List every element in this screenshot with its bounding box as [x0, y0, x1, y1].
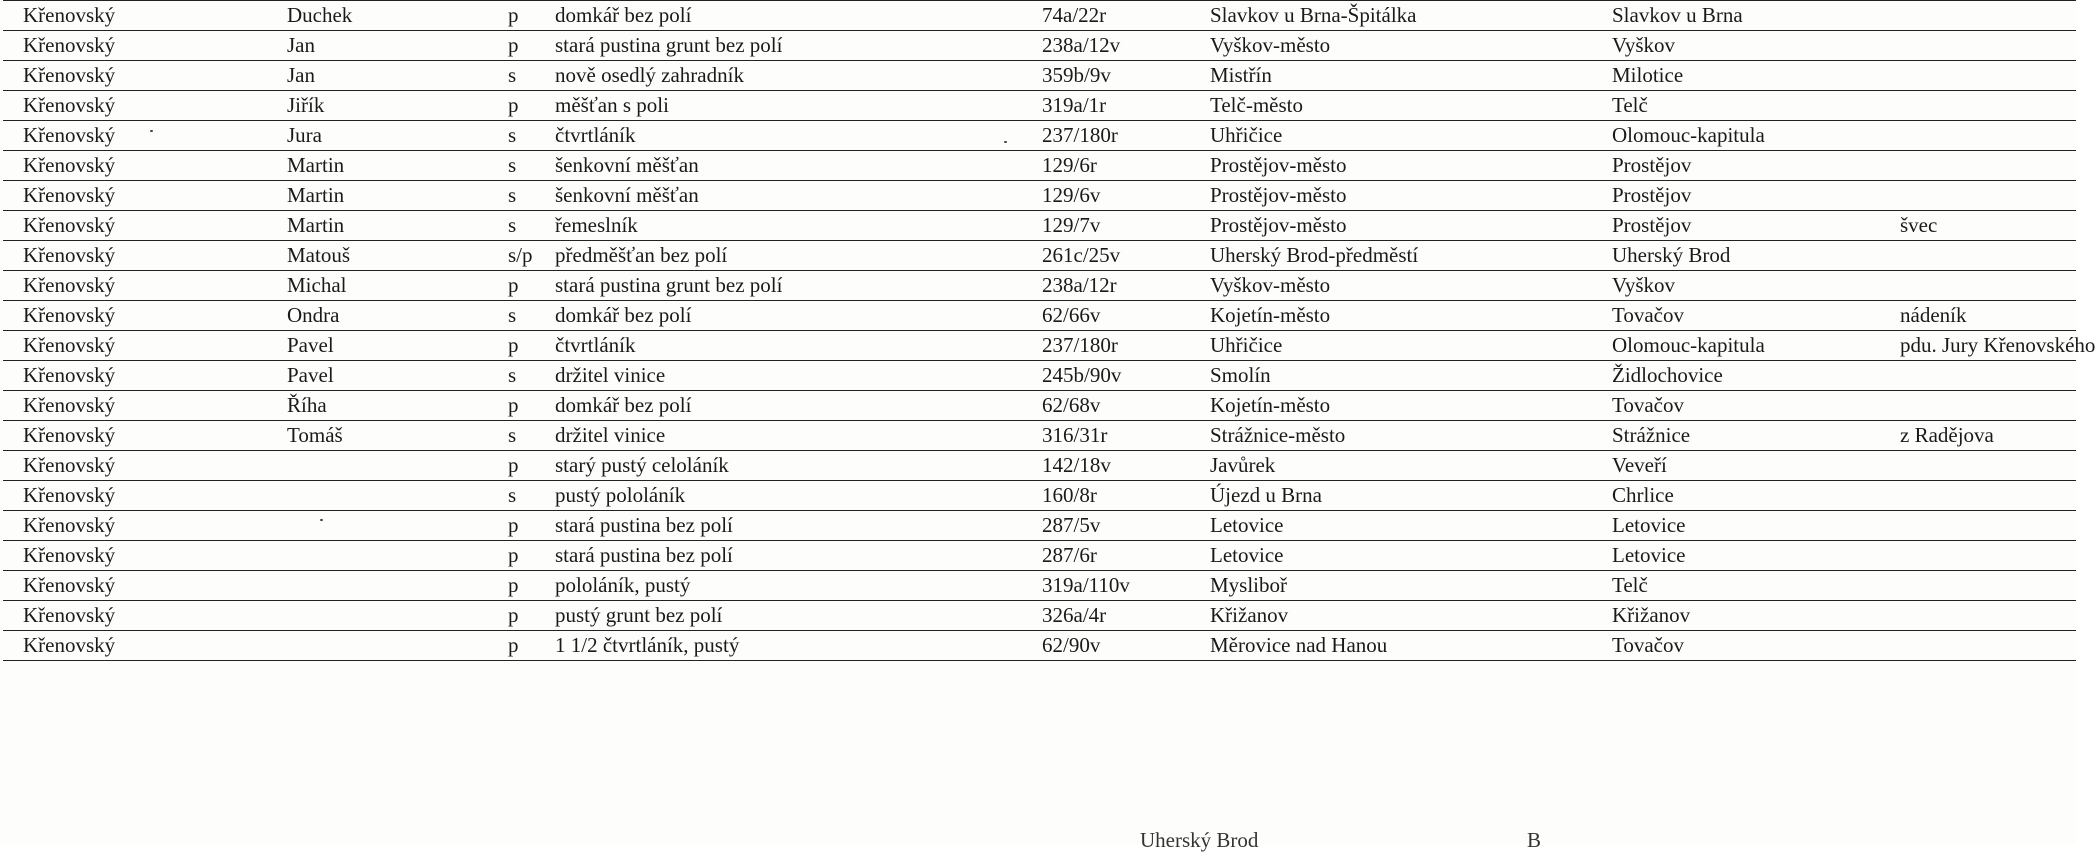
- given-name-cell: Jan: [267, 31, 500, 61]
- type-cell: s: [500, 361, 535, 391]
- description-cell: domkář bez polí: [535, 1, 1022, 31]
- reference-cell: 129/6r: [1022, 151, 1190, 181]
- description-cell: držitel vinice: [535, 421, 1022, 451]
- place-cell: Mysliboř: [1190, 571, 1592, 601]
- note-cell: [1880, 601, 2076, 631]
- reference-cell: 319a/110v: [1022, 571, 1190, 601]
- reference-cell: 316/31r: [1022, 421, 1190, 451]
- type-cell: p: [500, 451, 535, 481]
- description-cell: pustý pololáník: [535, 481, 1022, 511]
- estate-cell: Olomouc-kapitula: [1592, 331, 1880, 361]
- given-name-cell: [267, 631, 500, 661]
- estate-cell: Židlochovice: [1592, 361, 1880, 391]
- place-cell: Prostějov-město: [1190, 151, 1592, 181]
- table-row: [3, 301, 2076, 331]
- place-cell: Újezd u Brna: [1190, 481, 1592, 511]
- type-cell: s: [500, 211, 535, 241]
- note-cell: [1880, 151, 2076, 181]
- given-name-cell: [267, 541, 500, 571]
- surname-cell: Křenovský: [3, 511, 267, 541]
- surname-cell: Křenovský: [3, 391, 267, 421]
- description-cell: šenkovní měšťan: [535, 181, 1022, 211]
- cut-off-place: Uherský Brod: [1140, 828, 1259, 852]
- surname-cell: Křenovský: [3, 421, 267, 451]
- place-cell: Telč-město: [1190, 91, 1592, 121]
- scan-speck: [150, 130, 153, 132]
- surname-cell: Křenovský: [3, 91, 267, 121]
- description-cell: měšťan s poli: [535, 91, 1022, 121]
- surname-cell: Křenovský: [3, 331, 267, 361]
- type-cell: s: [500, 421, 535, 451]
- surname-cell: Křenovský: [3, 241, 267, 271]
- surname-cell: Křenovský: [3, 301, 267, 331]
- given-name-cell: Martin: [267, 151, 500, 181]
- place-cell: Kojetín-město: [1190, 391, 1592, 421]
- given-name-cell: Jiřík: [267, 91, 500, 121]
- description-cell: domkář bez polí: [535, 391, 1022, 421]
- estate-cell: Tovačov: [1592, 301, 1880, 331]
- place-cell: Prostějov-město: [1190, 181, 1592, 211]
- table-row: [3, 241, 2076, 271]
- place-cell: Uhřičice: [1190, 331, 1592, 361]
- note-cell: [1880, 31, 2076, 61]
- given-name-cell: Jan: [267, 61, 500, 91]
- type-cell: s: [500, 121, 535, 151]
- place-cell: Křižanov: [1190, 601, 1592, 631]
- estate-cell: Letovice: [1592, 541, 1880, 571]
- type-cell: s: [500, 181, 535, 211]
- reference-cell: 142/18v: [1022, 451, 1190, 481]
- type-cell: p: [500, 271, 535, 301]
- table-row: [3, 91, 2076, 121]
- description-cell: šenkovní měšťan: [535, 151, 1022, 181]
- given-name-cell: Jura: [267, 121, 500, 151]
- note-cell: [1880, 511, 2076, 541]
- description-cell: stará pustina grunt bez polí: [535, 271, 1022, 301]
- note-cell: [1880, 91, 2076, 121]
- surname-cell: Křenovský: [3, 61, 267, 91]
- given-name-cell: Říha: [267, 391, 500, 421]
- given-name-cell: [267, 601, 500, 631]
- description-cell: stará pustina bez polí: [535, 541, 1022, 571]
- cut-off-row: [0, 828, 2076, 852]
- given-name-cell: Matouš: [267, 241, 500, 271]
- table-row: [3, 211, 2076, 241]
- description-cell: domkář bez polí: [535, 301, 1022, 331]
- table-row: [3, 1, 2076, 31]
- estate-cell: Uherský Brod: [1592, 241, 1880, 271]
- estate-cell: Křižanov: [1592, 601, 1880, 631]
- table-row: [3, 121, 2076, 151]
- table-row: [3, 151, 2076, 181]
- given-name-cell: [267, 451, 500, 481]
- note-cell: [1880, 571, 2076, 601]
- note-cell: [1880, 271, 2076, 301]
- reference-cell: 287/6r: [1022, 541, 1190, 571]
- estate-cell: Chrlice: [1592, 481, 1880, 511]
- table-row: [3, 631, 2076, 661]
- place-cell: Měrovice nad Hanou: [1190, 631, 1592, 661]
- note-cell: [1880, 61, 2076, 91]
- table-row: [3, 451, 2076, 481]
- surname-cell: Křenovský: [3, 1, 267, 31]
- given-name-cell: [267, 481, 500, 511]
- estate-cell: Prostějov: [1592, 181, 1880, 211]
- reference-cell: 238a/12v: [1022, 31, 1190, 61]
- reference-cell: 237/180r: [1022, 331, 1190, 361]
- estate-cell: Letovice: [1592, 511, 1880, 541]
- type-cell: p: [500, 1, 535, 31]
- reference-cell: 319a/1r: [1022, 91, 1190, 121]
- surname-cell: Křenovský: [3, 481, 267, 511]
- place-cell: Strážnice-město: [1190, 421, 1592, 451]
- surname-cell: Křenovský: [3, 451, 267, 481]
- reference-cell: 129/6v: [1022, 181, 1190, 211]
- description-cell: pololáník, pustý: [535, 571, 1022, 601]
- note-cell: [1880, 451, 2076, 481]
- description-cell: řemeslník: [535, 211, 1022, 241]
- given-name-cell: Michal: [267, 271, 500, 301]
- surname-cell: Křenovský: [3, 271, 267, 301]
- description-cell: stará pustina grunt bez polí: [535, 31, 1022, 61]
- reference-cell: 62/66v: [1022, 301, 1190, 331]
- estate-cell: Strážnice: [1592, 421, 1880, 451]
- estate-cell: Olomouc-kapitula: [1592, 121, 1880, 151]
- table-row: [3, 571, 2076, 601]
- type-cell: s: [500, 301, 535, 331]
- estate-cell: Prostějov: [1592, 151, 1880, 181]
- description-cell: pustý grunt bez polí: [535, 601, 1022, 631]
- given-name-cell: Pavel: [267, 361, 500, 391]
- place-cell: Uherský Brod-předměstí: [1190, 241, 1592, 271]
- note-cell: [1880, 541, 2076, 571]
- reference-cell: 326a/4r: [1022, 601, 1190, 631]
- note-cell: [1880, 241, 2076, 271]
- surname-cell: Křenovský: [3, 211, 267, 241]
- cut-off-estate: B: [1527, 828, 1542, 852]
- type-cell: p: [500, 541, 535, 571]
- surname-cell: Křenovský: [3, 361, 267, 391]
- type-cell: s: [500, 151, 535, 181]
- note-cell: nádeník: [1880, 301, 2076, 331]
- type-cell: s/p: [500, 241, 535, 271]
- surname-cell: Křenovský: [3, 571, 267, 601]
- table-row: [3, 601, 2076, 631]
- table-row: [3, 421, 2076, 451]
- surname-cell: Křenovský: [3, 631, 267, 661]
- type-cell: p: [500, 571, 535, 601]
- table-row: [3, 541, 2076, 571]
- place-cell: Letovice: [1190, 541, 1592, 571]
- surname-cell: Křenovský: [3, 121, 267, 151]
- reference-cell: 74a/22r: [1022, 1, 1190, 31]
- table-row: [3, 31, 2076, 61]
- table-row: [3, 271, 2076, 301]
- estate-cell: Slavkov u Brna: [1592, 1, 1880, 31]
- scan-speck: [1004, 141, 1007, 143]
- note-cell: z Radějova: [1880, 421, 2076, 451]
- table-row: [3, 511, 2076, 541]
- note-cell: [1880, 391, 2076, 421]
- surname-cell: Křenovský: [3, 151, 267, 181]
- table-row: [3, 181, 2076, 211]
- estate-cell: Tovačov: [1592, 391, 1880, 421]
- description-cell: stará pustina bez polí: [535, 511, 1022, 541]
- scan-speck: [320, 519, 323, 521]
- estate-cell: Vyškov: [1592, 271, 1880, 301]
- given-name-cell: Ondra: [267, 301, 500, 331]
- reference-cell: 287/5v: [1022, 511, 1190, 541]
- surname-cell: Křenovský: [3, 601, 267, 631]
- estate-cell: Prostějov: [1592, 211, 1880, 241]
- note-cell: [1880, 1, 2076, 31]
- surname-cell: Křenovský: [3, 181, 267, 211]
- reference-cell: 245b/90v: [1022, 361, 1190, 391]
- table-row: [3, 61, 2076, 91]
- note-cell: [1880, 121, 2076, 151]
- place-cell: Uhřičice: [1190, 121, 1592, 151]
- note-cell: švec: [1880, 211, 2076, 241]
- place-cell: Vyškov-město: [1190, 31, 1592, 61]
- register-table: [3, 0, 2095, 661]
- reference-cell: 129/7v: [1022, 211, 1190, 241]
- note-cell: [1880, 361, 2076, 391]
- estate-cell: Telč: [1592, 91, 1880, 121]
- reference-cell: 160/8r: [1022, 481, 1190, 511]
- estate-cell: Telč: [1592, 571, 1880, 601]
- given-name-cell: Tomáš: [267, 421, 500, 451]
- surname-cell: Křenovský: [3, 31, 267, 61]
- type-cell: p: [500, 91, 535, 121]
- estate-cell: Milotice: [1592, 61, 1880, 91]
- reference-cell: 237/180r: [1022, 121, 1190, 151]
- type-cell: p: [500, 331, 535, 361]
- table-row: [3, 331, 2076, 361]
- table-row: [3, 361, 2076, 391]
- type-cell: p: [500, 631, 535, 661]
- given-name-cell: [267, 511, 500, 541]
- note-cell: [1880, 481, 2076, 511]
- surname-cell: Křenovský: [3, 541, 267, 571]
- description-cell: předměšťan bez polí: [535, 241, 1022, 271]
- given-name-cell: [267, 571, 500, 601]
- given-name-cell: Martin: [267, 211, 500, 241]
- note-cell: [1880, 181, 2076, 211]
- description-cell: čtvrtláník: [535, 121, 1022, 151]
- place-cell: Vyškov-město: [1190, 271, 1592, 301]
- register-table-body: [3, 1, 2095, 661]
- given-name-cell: Martin: [267, 181, 500, 211]
- estate-cell: Vyškov: [1592, 31, 1880, 61]
- reference-cell: 238a/12r: [1022, 271, 1190, 301]
- note-cell: [1880, 631, 2076, 661]
- type-cell: p: [500, 31, 535, 61]
- reference-cell: 359b/9v: [1022, 61, 1190, 91]
- type-cell: p: [500, 391, 535, 421]
- type-cell: s: [500, 61, 535, 91]
- reference-cell: 261c/25v: [1022, 241, 1190, 271]
- reference-cell: 62/68v: [1022, 391, 1190, 421]
- description-cell: 1 1/2 čtvrtláník, pustý: [535, 631, 1022, 661]
- description-cell: nově osedlý zahradník: [535, 61, 1022, 91]
- place-cell: Smolín: [1190, 361, 1592, 391]
- place-cell: Mistřín: [1190, 61, 1592, 91]
- description-cell: starý pustý celoláník: [535, 451, 1022, 481]
- given-name-cell: Duchek: [267, 1, 500, 31]
- table-row: [3, 391, 2076, 421]
- estate-cell: Tovačov: [1592, 631, 1880, 661]
- description-cell: držitel vinice: [535, 361, 1022, 391]
- description-cell: čtvrtláník: [535, 331, 1022, 361]
- note-cell: pdu. Jury Křenovského: [1880, 331, 2076, 361]
- given-name-cell: Pavel: [267, 331, 500, 361]
- reference-cell: 62/90v: [1022, 631, 1190, 661]
- table-row: [3, 481, 2076, 511]
- place-cell: Kojetín-město: [1190, 301, 1592, 331]
- estate-cell: Veveří: [1592, 451, 1880, 481]
- type-cell: s: [500, 481, 535, 511]
- place-cell: Prostějov-město: [1190, 211, 1592, 241]
- place-cell: Slavkov u Brna-Špitálka: [1190, 1, 1592, 31]
- place-cell: Javůrek: [1190, 451, 1592, 481]
- place-cell: Letovice: [1190, 511, 1592, 541]
- type-cell: p: [500, 511, 535, 541]
- type-cell: p: [500, 601, 535, 631]
